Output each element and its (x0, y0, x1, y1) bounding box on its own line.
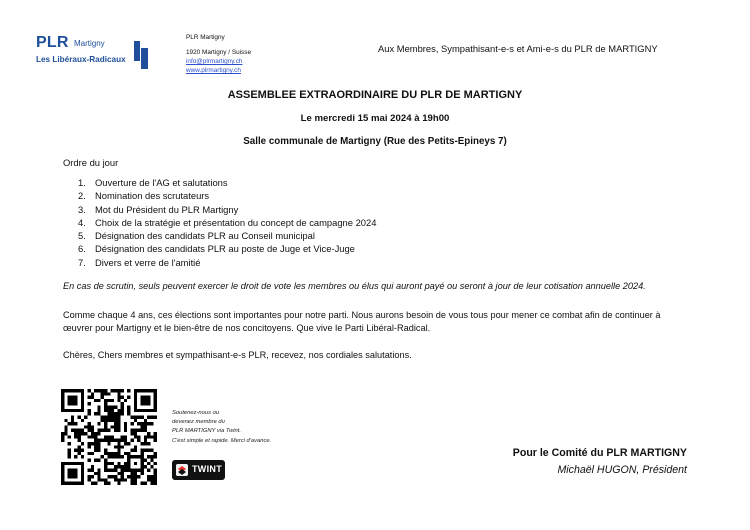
agenda-item (78, 176, 376, 189)
agenda-item (78, 203, 376, 216)
support-text (172, 409, 271, 446)
agenda-item-text: Choix de la stratégie et présentation du concept de campagne 2024 (95, 216, 377, 228)
support-line: C'est simple et rapide. Merci d'avance. (172, 437, 272, 444)
agenda-item-text: Désignation des candidats PLR au Conseil municipal (95, 230, 315, 242)
meeting-date: Le mercredi 15 mai 2024 à 19h00 (300, 113, 450, 124)
agenda-item-number: 1. (78, 177, 86, 188)
twint-logo-icon (176, 464, 188, 476)
twint-qr-code[interactable] (61, 389, 157, 485)
logo-martigny-text: Martigny (74, 39, 105, 48)
agenda-item-number: 7. (78, 256, 86, 268)
agenda-item-number: 2. (78, 190, 86, 202)
logo-subtitle: Les Libéraux-Radicaux (36, 55, 126, 64)
support-line: PLR MARTIGNY via Twint. (172, 428, 241, 435)
agenda-item-number: 4. (78, 216, 86, 228)
sender-website-link[interactable]: www.plrmartigny.ch (186, 67, 241, 74)
meeting-venue: Salle communale de Martigny (Rue des Petits-Epineys 7) (243, 136, 507, 147)
agenda-item-number: 5. (78, 230, 86, 242)
agenda-list (78, 176, 376, 269)
sender-address: 1920 Martigny / Suisse (186, 49, 252, 56)
agenda-item (78, 189, 376, 202)
twint-badge (172, 460, 225, 480)
recipient-line: Aux Membres, Sympathisant-e-s et Ami-e-s du PLR de MARTIGNY (378, 43, 658, 54)
agenda-item (78, 256, 376, 269)
agenda-item-text: Mot du Président du PLR Martigny (95, 203, 239, 215)
logo-mark-icon (134, 41, 148, 69)
twint-label: TWINT (192, 464, 222, 474)
agenda-item-text: Nomination des scrutateurs (95, 190, 210, 202)
election-paragraph (63, 309, 661, 335)
signature-committee: Pour le Comité du PLR MARTIGNY (512, 447, 687, 459)
document-title: ASSEMBLEE EXTRAORDINAIRE DU PLR DE MARTIGNY (227, 89, 523, 101)
agenda-item-text: Divers et verre de l'amitié (95, 256, 201, 268)
logo-plr-text: PLR (36, 34, 69, 51)
sender-block (186, 33, 251, 75)
agenda-item-number: 6. (78, 243, 86, 255)
agenda-item-text: Désignation des candidats PLR au poste de Juge et Vice-Juge (95, 243, 355, 255)
agenda-item-number: 3. (78, 203, 86, 215)
support-line: devenez membre du (172, 419, 225, 426)
agenda-title: Ordre du jour (63, 157, 119, 168)
agenda-item (78, 242, 376, 255)
agenda-item-text: Ouverture de l'AG et salutations (95, 177, 228, 188)
sender-email-link[interactable]: info@plrmartigny.ch (186, 58, 243, 65)
greeting: Chères, Chers membres et sympathisant-e-s PLR, recevez, nos cordiales salutations. (63, 350, 412, 360)
signature-president: Michaël HUGON, Président (557, 464, 687, 476)
plr-logo (36, 34, 150, 74)
vote-eligibility-note: En cas de scrutin, seuls peuvent exercer le droit de vote les membres ou élus qui auront payé ou seront à jour de leur cotisation annuelle 2024. (63, 281, 646, 291)
sender-name: PLR Martigny (186, 34, 225, 41)
election-paragraph-line: Comme chaque 4 ans, ces élections sont importantes pour notre parti. Nous aurons besoin de vous tous pour mener ce combat afin de continuer à (63, 310, 661, 320)
election-paragraph-line: œuvrer pour Martigny et le bien-être de nos concitoyens. Que vive le Parti Libéral-Radical. (63, 323, 431, 334)
agenda-item (78, 229, 376, 242)
support-line: Soutenez-nous ou (172, 410, 220, 416)
agenda-item (78, 216, 376, 229)
